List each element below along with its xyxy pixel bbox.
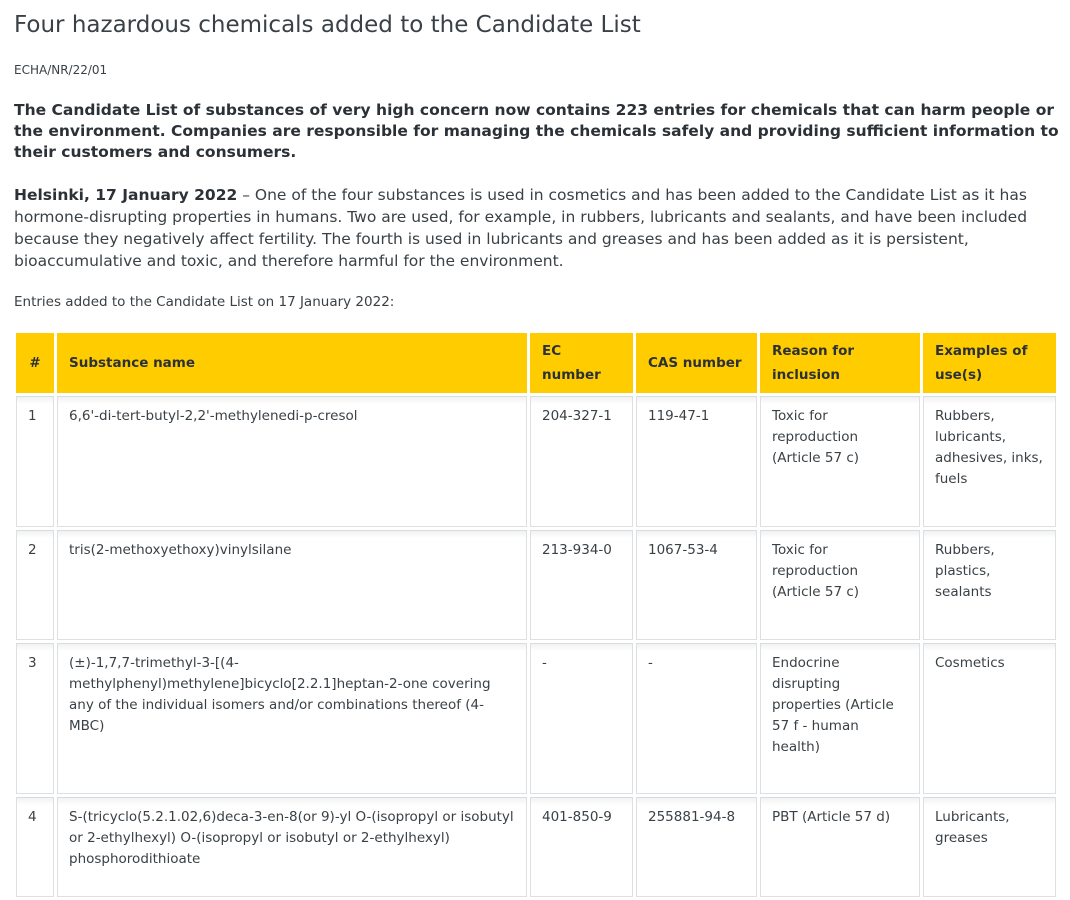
header-ec-number: EC number [530,333,633,393]
dateline: Helsinki, 17 January 2022 [14,186,238,204]
candidate-list-table [13,330,1059,900]
row-number: 4 [16,797,54,897]
body-paragraph [14,184,1062,272]
table-caption: Entries added to the Candidate List on 17 January 2022: [14,294,395,310]
row-number: 2 [16,530,54,640]
reason-for-inclusion: Endocrine disrupting properties (Article 57 f - human health) [760,643,920,794]
row-number: 3 [16,643,54,794]
substance-name: 6,6'-di-tert-butyl-2,2'-methylenedi-p-cresol [57,396,527,527]
substance-name: tris(2-methoxyethoxy)vinylsilane [57,530,527,640]
substance-name: S-(tricyclo(5.2.1.02,6)deca-3-en-8(or 9)-yl O-(isopropyl or isobutyl or 2-ethylhexyl) O-(isopropyl or isobutyl or 2-ethylhexyl) phosphorodithioate [57,797,527,897]
reason-for-inclusion: PBT (Article 57 d) [760,797,920,897]
examples-of-use: Rubbers, plastics, sealants [923,530,1056,640]
cas-number: 255881-94-8 [636,797,757,897]
row-number: 1 [16,396,54,527]
header-uses: Examples of use(s) [923,333,1056,393]
cas-number: 119-47-1 [636,396,757,527]
ec-number: 204-327-1 [530,396,633,527]
page-title: Four hazardous chemicals added to the Candidate List [14,12,641,38]
header-number: # [16,333,54,393]
examples-of-use: Lubricants, greases [923,797,1056,897]
table-row [16,797,1056,897]
substance-name: (±)-1,7,7-trimethyl-3-[(4-methylphenyl)methylene]bicyclo[2.2.1]heptan-2-one covering any of the individual isomers and/or combinations thereof (4-MBC) [57,643,527,794]
header-cas-number: CAS number [636,333,757,393]
table-row [16,530,1056,640]
table-row [16,643,1056,794]
table-row [16,396,1056,527]
cas-number: 1067-53-4 [636,530,757,640]
header-reason: Reason for inclusion [760,333,920,393]
examples-of-use: Rubbers, lubricants, adhesives, inks, fuels [923,396,1056,527]
reason-for-inclusion: Toxic for reproduction (Article 57 c) [760,396,920,527]
cas-number: - [636,643,757,794]
examples-of-use: Cosmetics [923,643,1056,794]
header-substance-name: Substance name [57,333,527,393]
lead-paragraph: The Candidate List of substances of very high concern now contains 223 entries for chemicals that can harm people or the environment. Companies are responsible for managing the chemicals safely and providing sufficient information to their customers and consumers. [14,101,1059,161]
ec-number: - [530,643,633,794]
ec-number: 401-850-9 [530,797,633,897]
press-release-reference: ECHA/NR/22/01 [14,63,108,77]
reason-for-inclusion: Toxic for reproduction (Article 57 c) [760,530,920,640]
body-text: – One of the four substances is used in cosmetics and has been added to the Candidate List as it has hormone-disrupting properties in humans. Two are used, for example, in rubbers, lubricants and sealants, and have been included because they negatively affect fertility. The fourth is used in lubricants and greases and has been added as it is persistent, bioaccumulative and toxic, and therefore harmful for the environment. [14,186,1028,270]
ec-number: 213-934-0 [530,530,633,640]
table-header-row [16,333,1056,393]
